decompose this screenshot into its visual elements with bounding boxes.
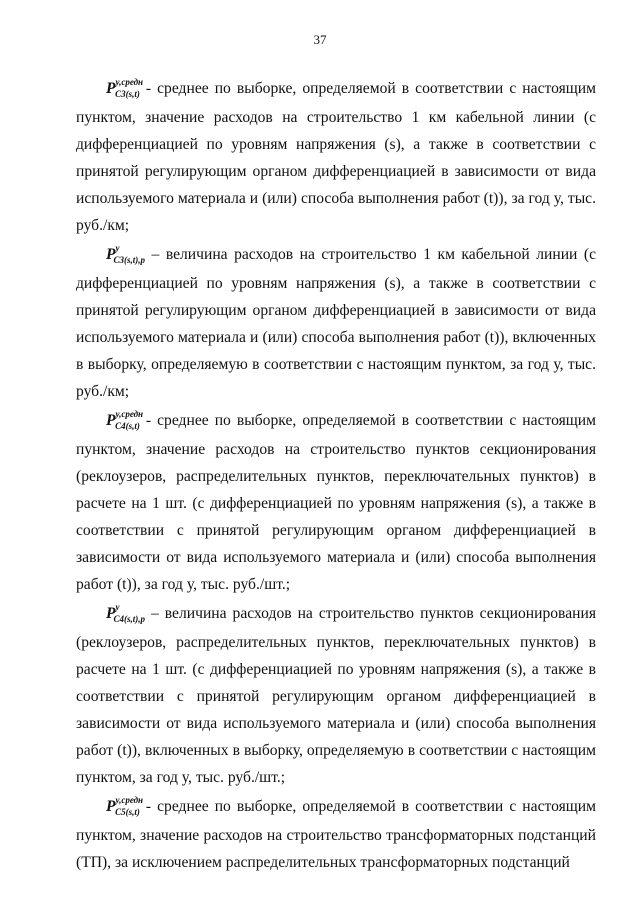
paragraph-text: - среднее по выборке, определяемой в соответствии с настоящим пунктом, значение расходов на строительство 1 км кабельной линии (с дифференциацией по уровням напряжения (s), а также в соответствии с принятой регулирующим органом дифференциацией в зависимости от вида используемого материала и (или) способа выполнения работ (t)), за год у, тыс. руб./км; xyxy=(76,80,596,234)
formula-symbol: $P^{у,средн}_{C3(s,t)}$ xyxy=(106,77,144,99)
formula-symbol: $P^у_{C4(s,t),p}$ xyxy=(106,602,146,624)
formula-symbol: $P^{у,средн}_{C4(s,t)}$ xyxy=(106,409,144,431)
formula-symbol: $P^у_{C3(s,t),p}$ xyxy=(106,243,146,265)
paragraph-p-c5-avg xyxy=(76,793,596,876)
paragraph-p-c3-avg xyxy=(76,75,596,239)
paragraph-p-c3-p xyxy=(76,241,596,405)
paragraph-p-c4-avg xyxy=(76,407,596,598)
paragraph-text: - среднее по выборке, определяемой в соответствии с настоящим пунктом, значение расходов на строительство пунктов секционирования (реклоузеров, распределительных пунктов, переключательных пунктов) в расчете на 1 шт. (с дифференциацией по уровням напряжения (s), а также в соответствии с принятой регулирующим органом дифференциацией в зависимости от вида используемого материала и (или) способа выполнения работ (t)), за год у, тыс. руб./шт.; xyxy=(76,412,596,593)
paragraph-text: – величина расходов на строительство 1 км кабельной линии (с дифференциацией по уровням напряжения (s), а также в соответствии с принятой регулирующим органом дифференциацией в зависимости от вида используемого материала и (или) способа выполнения работ (t)), включенных в выборку, определяемую в соответствии с настоящим пунктом, за год у, тыс. руб./км; xyxy=(76,246,596,400)
paragraph-p-c4-p xyxy=(76,600,596,791)
paragraph-text: – величина расходов на строительство пунктов секционирования (реклоузеров, распределительных пунктов, переключательных пунктов) в расчете на 1 шт. (с дифференциацией по уровням напряжения (s), а также в соответствии с принятой регулирующим органом дифференциацией в зависимости от вида используемого материала и (или) способа выполнения работ (t)), включенных в выборку, определяемую в соответствии с настоящим пунктом, за год у, тыс. руб./шт.; xyxy=(76,605,596,786)
document-body xyxy=(76,75,596,878)
paragraph-text: - среднее по выборке, определяемой в соответствии с настоящим пунктом, значение расходов на строительство трансформаторных подстанций (ТП), за исключением распределительных трансформаторных подстанций xyxy=(76,798,596,871)
page-number: 37 xyxy=(313,32,327,47)
formula-symbol: $P^{у,средн}_{C5(s,t)}$ xyxy=(106,795,144,817)
